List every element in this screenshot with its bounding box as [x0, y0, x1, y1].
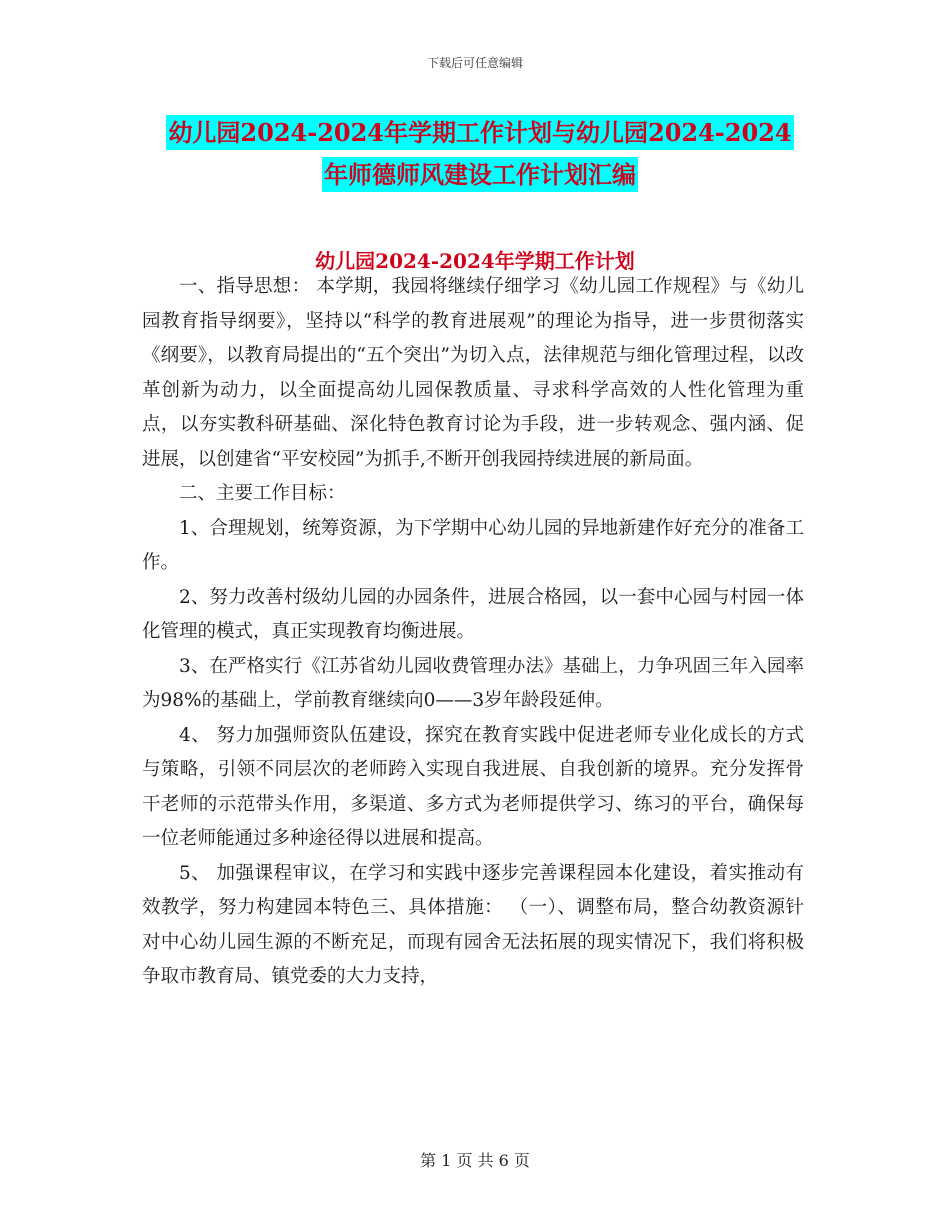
paragraph-goal-1: 1、合理规划，统筹资源，为下学期中心幼儿园的异地新建作好充分的准备工作。 [142, 517, 804, 573]
paragraph-guiding-thought: 一、指导思想： 本学期，我园将继续仔细学习《幼儿园工作规程》与《幼儿园教育指导纲要》，坚持以“科学的教育进展观”的理论为指导，进一步贯彻落实《纲要》，以教育局提出的“五个突出”为切入点，法律规范与细化管理过程，以改革创新为动力，以全面提高幼儿园保教质量、寻求科学高效的人性化管理为重点，以夯实教科研基础、深化特色教育讨论为手段，进一步转观念、强内涵、促进展，以创建省“平安校园”为抓手,不断开创我园持续进展的新局面。 [142, 276, 804, 470]
paragraph-goal-3: 3、在严格实行《江苏省幼儿园收费管理办法》基础上，力争巩固三年入园率为98%的基础上，学前教育继续向0——3岁年龄段延伸。 [142, 655, 804, 711]
paragraph-main-goals-heading: 二、主要工作目标： [179, 483, 346, 504]
document-title-line-1 [140, 112, 820, 154]
page-footer: 第 1 页 共 6 页 [420, 1151, 530, 1170]
document-title-line-2 [140, 154, 820, 196]
paragraph-goal-5: 5、 加强课程审议，在学习和实践中逐步完善课程园本化建设，着实推动有效教学，努力构建园本特色三、具体措施： （一）、调整布局，整合幼教资源针对中心幼儿园生源的不断充足，而现有园舍无法拓展的现实情况下，我们将积极争取市教育局、镇党委的大力支持， [142, 862, 804, 987]
header-note: 下载后可任意编辑 [426, 56, 523, 70]
paragraph-goal-2: 2、努力改善村级幼儿园的办园条件，进展合格园，以一套中心园与村园一体化管理的模式，真正实现教育均衡进展。 [142, 586, 804, 642]
paragraph-goal-4: 4、 努力加强师资队伍建设，探究在教育实践中促进老师专业化成长的方式与策略，引领不同层次的老师跨入实现自我进展、自我创新的境界。充分发挥骨干老师的示范带头作用，多渠道、多方式为老师提供学习、练习的平台，确保每一位老师能通过多种途径得以进展和提高。 [142, 724, 804, 849]
section-title: 幼儿园2024-2024年学期工作计划 [315, 249, 635, 273]
document-title-line-1-text: 幼儿园2024-2024年学期工作计划与幼儿园2024-2024 [166, 115, 793, 150]
document-title-line-2-text: 年师德师风建设工作计划汇编 [322, 157, 638, 192]
body-text [142, 270, 804, 995]
